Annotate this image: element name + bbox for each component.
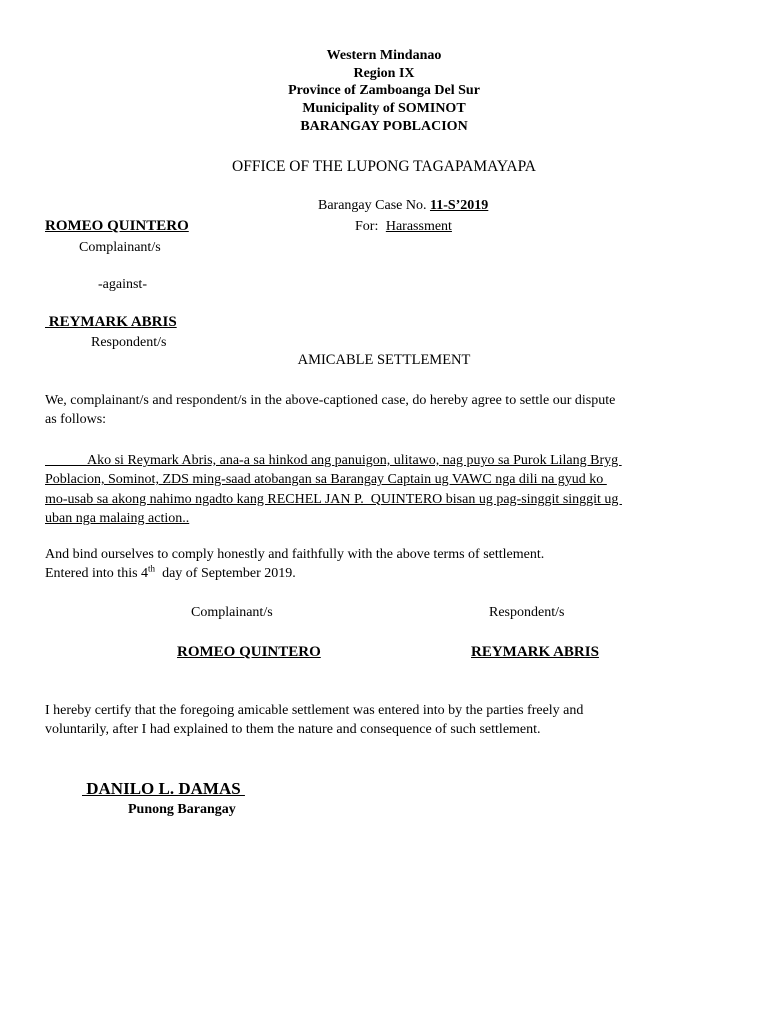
bind-statement: And bind ourselves to comply honestly and faithfully with the above terms of settlement. [45, 547, 545, 562]
complainant-name: ROMEO QUINTERO [45, 218, 189, 234]
case-nature-label: For: [355, 219, 379, 234]
entered-suffix: day of September 2019. [155, 566, 296, 581]
official-title: Punong Barangay [128, 802, 236, 817]
case-number-label: Barangay Case No. [318, 198, 427, 213]
certification-line-2: voluntarily, after I had explained to them the nature and consequence of such settlement. [45, 722, 541, 737]
respondent-role: Respondent/s [91, 335, 167, 350]
case-nature-row [355, 219, 452, 235]
agreement-line: Ako si Reymark Abris, ana-a sa hinkod ang panuigon, ulitawo, nag puyo sa Purok Lilang Bryg [45, 453, 622, 468]
complainant-role: Complainant/s [79, 240, 161, 255]
intro-line-1: We, complainant/s and respondent/s in the above-captioned case, do hereby agree to settle our dispute [45, 393, 616, 408]
signature-respondent-name: REYMARK ABRIS [471, 644, 599, 660]
header-region-group: Western Mindanao [326, 48, 442, 63]
entered-date [45, 563, 296, 582]
entered-suffix-sup: th [148, 563, 156, 574]
signature-complainant-label: Complainant/s [191, 605, 273, 620]
header-municipality: Municipality of SOMINOT [302, 101, 466, 116]
signature-complainant-name: ROMEO QUINTERO [177, 644, 321, 660]
case-number: 11-S’2019 [429, 198, 489, 213]
agreement-text [45, 451, 725, 528]
header-region: Region IX [353, 66, 415, 81]
agreement-line: mo-usab sa akong nahimo ngadto kang RECHEL JAN P. QUINTERO bisan ug pag-singgit singgit ug [45, 491, 622, 507]
against-label: -against- [98, 277, 147, 292]
signature-respondent-label: Respondent/s [489, 605, 565, 620]
respondent-name: REYMARK ABRIS [45, 314, 177, 330]
case-nature: Harassment [385, 219, 452, 234]
certification-line-1: I hereby certify that the foregoing amicable settlement was entered into by the parties freely and [45, 703, 584, 718]
office-title: OFFICE OF THE LUPONG TAGAPAMAYAPA [232, 158, 536, 175]
header-barangay: BARANGAY POBLACION [300, 119, 468, 134]
entered-prefix: Entered into this 4 [45, 566, 149, 581]
header-province: Province of Zamboanga Del Sur [288, 83, 480, 98]
settlement-title: AMICABLE SETTLEMENT [297, 352, 471, 368]
case-number-row [318, 198, 488, 214]
intro-line-2: as follows: [45, 412, 107, 427]
official-name: DANILO L. DAMAS [82, 779, 245, 798]
agreement-line: uban nga malaing action.. [45, 510, 190, 526]
agreement-line: Poblacion, Sominot, ZDS ming-saad atobangan sa Barangay Captain ug VAWC nga dili na gyud ko [45, 472, 607, 488]
